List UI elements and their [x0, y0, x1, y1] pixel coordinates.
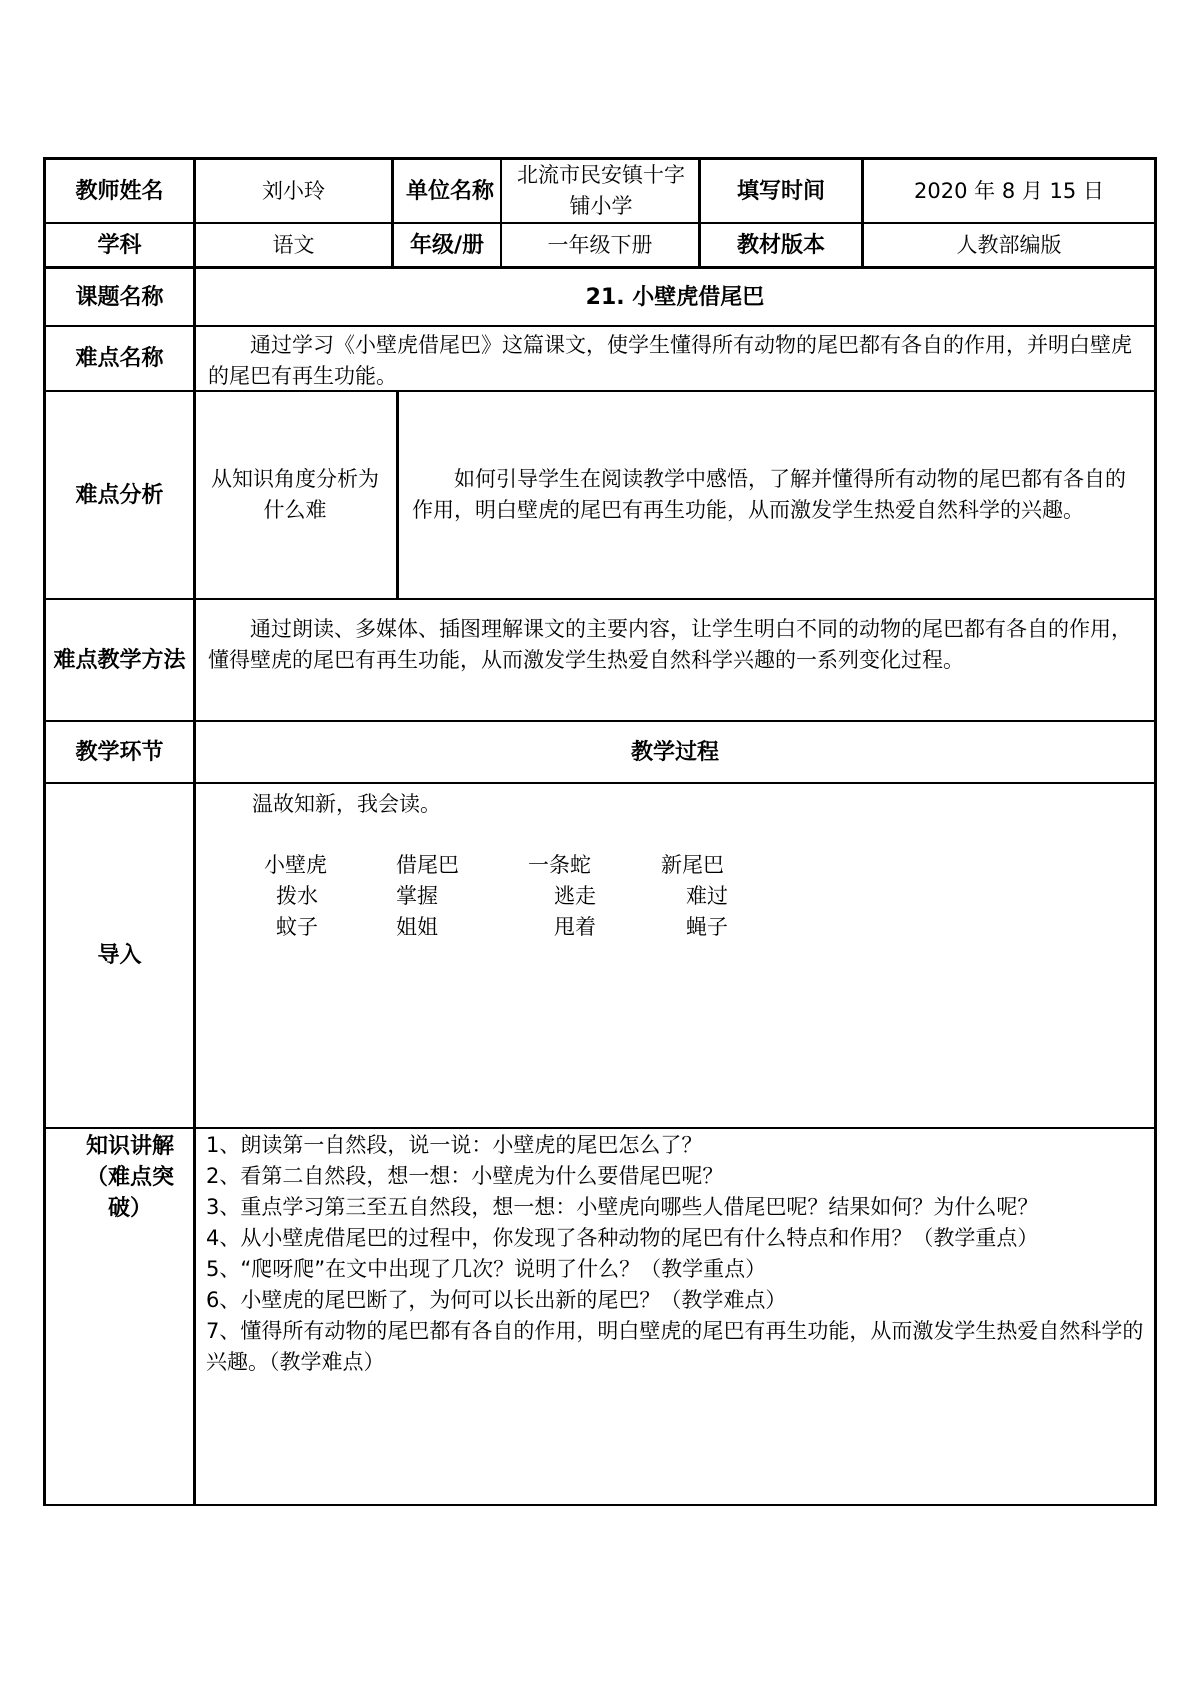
grade-value: 一年级下册 — [547, 232, 653, 257]
intro-lead: 温故知新，我会读。 — [252, 792, 441, 816]
vocab-word: 姐姐 — [396, 915, 438, 939]
list-item: 1、朗读第一自然段，说一说：小壁虎的尾巴怎么了？ — [206, 1133, 703, 1157]
list-item: 4、从小壁虎借尾巴的过程中，你发现了各种动物的尾巴有什么特点和作用？（教学重点） — [206, 1226, 1039, 1250]
teacher-name-value: 刘小玲 — [262, 178, 325, 203]
vocab-word: 拨水 — [276, 884, 318, 908]
intro-label: 导入 — [97, 943, 142, 968]
unit-name-label: 单位名称 — [405, 178, 494, 204]
row-line — [43, 782, 1157, 784]
vocab-word: 借尾巴 — [396, 853, 459, 877]
teaching-process-header: 教学过程 — [630, 739, 719, 765]
teacher-name-label: 教师姓名 — [75, 178, 164, 204]
vocab-word: 蝇子 — [686, 915, 728, 939]
list-item: 3、重点学习第三至五自然段，想一想：小壁虎向哪些人借尾巴呢？结果如何？为什么呢？ — [206, 1195, 1039, 1219]
fill-date-value: 2020 年 8 月 15 日 — [914, 178, 1104, 203]
table-right-border — [1154, 157, 1157, 1506]
difficulty-analysis-value: 如何引导学生在阅读教学中感悟，了解并懂得所有动物的尾巴都有各自的作用，明白壁虎的尾巴有再生功能，从而激发学生热爱自然科学的兴趣。 — [412, 467, 1126, 522]
analysis-divider — [396, 390, 399, 599]
difficulty-analysis-sublabel: 从知识角度分析为什么难 — [211, 467, 379, 522]
list-item: 2、看第二自然段，想一想：小壁虎为什么要借尾巴呢？ — [206, 1164, 724, 1188]
difficulty-analysis-label: 难点分析 — [75, 482, 164, 508]
vocab-word: 逃走 — [554, 884, 596, 908]
fill-date-label: 填写时间 — [736, 178, 825, 204]
vocab-word: 小壁虎 — [264, 853, 327, 877]
unit-name-value: 北流市民安镇十字铺小学 — [517, 163, 685, 218]
vocab-word: 掌握 — [396, 884, 438, 908]
list-item: 7、懂得所有动物的尾巴都有各自的作用，明白壁虎的尾巴有再生功能，从而激发学生热爱自然科学的兴趣。（教学难点） — [206, 1319, 1144, 1374]
teaching-step-header: 教学环节 — [75, 739, 164, 765]
table-bottom-border — [43, 1504, 1157, 1506]
row-line — [43, 325, 1157, 327]
vocab-word: 难过 — [686, 884, 728, 908]
edition-value: 人教部编版 — [956, 232, 1062, 257]
knowledge-label: 知识讲解（难点突破） — [85, 1134, 174, 1221]
teaching-method-label: 难点教学方法 — [53, 647, 186, 673]
subject-value: 语文 — [272, 232, 315, 257]
vocab-word: 一条蛇 — [528, 853, 591, 877]
vocab-word: 甩着 — [554, 915, 596, 939]
subject-label: 学科 — [97, 232, 142, 258]
edition-label: 教材版本 — [736, 232, 825, 258]
list-item: 6、小壁虎的尾巴断了，为何可以长出新的尾巴？（教学难点） — [206, 1288, 787, 1312]
row-line — [43, 1127, 1157, 1129]
list-item: 5、“爬呀爬”在文中出现了几次？说明了什么？（教学重点） — [206, 1257, 767, 1281]
topic-value: 21. 小壁虎借尾巴 — [585, 284, 765, 310]
topic-label: 课题名称 — [75, 284, 164, 310]
grade-label: 年级/册 — [409, 232, 485, 258]
vocab-word: 新尾巴 — [661, 853, 724, 877]
knowledge-list — [206, 1130, 1146, 1378]
difficulty-name-value: 通过学习《小壁虎借尾巴》这篇课文，使学生懂得所有动物的尾巴都有各自的作用，并明白壁虎的尾巴有再生功能。 — [208, 333, 1132, 388]
teaching-method-value: 通过朗读、多媒体、插图理解课文的主要内容，让学生明白不同的动物的尾巴都有各自的作用，懂得壁虎的尾巴有再生功能，从而激发学生热爱自然科学兴趣的一系列变化过程。 — [208, 617, 1132, 672]
vocab-word: 蚊子 — [276, 915, 318, 939]
difficulty-name-label: 难点名称 — [75, 346, 164, 371]
